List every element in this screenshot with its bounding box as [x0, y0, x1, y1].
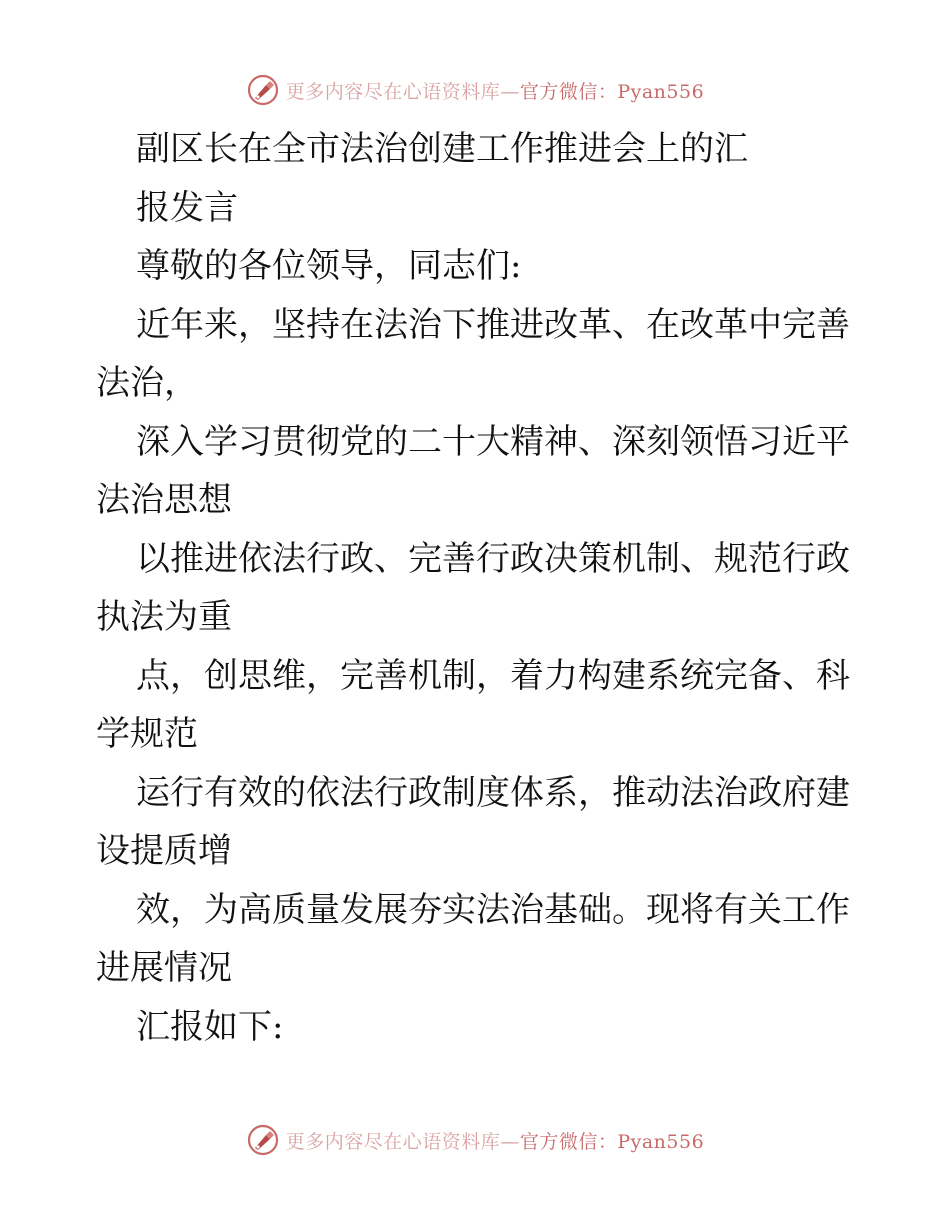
- watermark-wechat-label: 官方微信：: [519, 80, 618, 103]
- document-line: 报发言: [136, 187, 238, 228]
- pen-nib-logo-icon: [246, 1123, 280, 1157]
- watermark-text: [286, 77, 704, 104]
- watermark-dash: —: [500, 1130, 520, 1153]
- watermark-site-text: 更多内容尽在心语资料库: [285, 80, 501, 103]
- document-line: 设提质增: [96, 831, 232, 871]
- document-line: 以推进依法行政、完善行政决策机制、规范行政: [136, 538, 850, 579]
- watermark-banner-bottom: [0, 1120, 950, 1160]
- document-line: 深入学习贯彻党的二十大精神、深刻领悟习近平: [136, 421, 850, 462]
- document-line: 汇报如下:: [136, 1006, 284, 1047]
- watermark-content: [246, 73, 704, 107]
- watermark-banner-top: [0, 70, 950, 110]
- document-line: 副区长在全市法治创建工作推进会上的汇: [136, 129, 748, 169]
- watermark-site-text: 更多内容尽在心语资料库: [285, 1130, 501, 1153]
- document-line: 尊敬的各位领导，同志们:: [136, 246, 522, 286]
- document-line: 近年来，坚持在法治下推进改革、在改革中完善: [136, 304, 850, 345]
- document-body: [96, 120, 856, 1056]
- document-line: 法治思想: [96, 480, 232, 520]
- document-line: 点，创思维，完善机制，着力构建系统完备、科: [136, 655, 850, 696]
- watermark-wechat-id: Pyan556: [617, 1130, 705, 1153]
- watermark-content: [246, 1123, 704, 1157]
- watermark-text: [286, 1127, 704, 1154]
- document-line: 进展情况: [96, 948, 232, 988]
- watermark-wechat-label: 官方微信：: [519, 1130, 618, 1153]
- pen-nib-logo-icon: [246, 73, 280, 107]
- document-line: 效，为高质量发展夯实法治基础。现将有关工作: [136, 889, 850, 930]
- document-line: 学规范: [96, 714, 198, 754]
- document-line: 法治，: [96, 363, 198, 403]
- watermark-dash: —: [500, 80, 520, 103]
- watermark-wechat-id: Pyan556: [617, 80, 705, 103]
- document-line: 运行有效的依法行政制度体系，推动法治政府建: [136, 772, 850, 813]
- document-line: 执法为重: [96, 597, 232, 637]
